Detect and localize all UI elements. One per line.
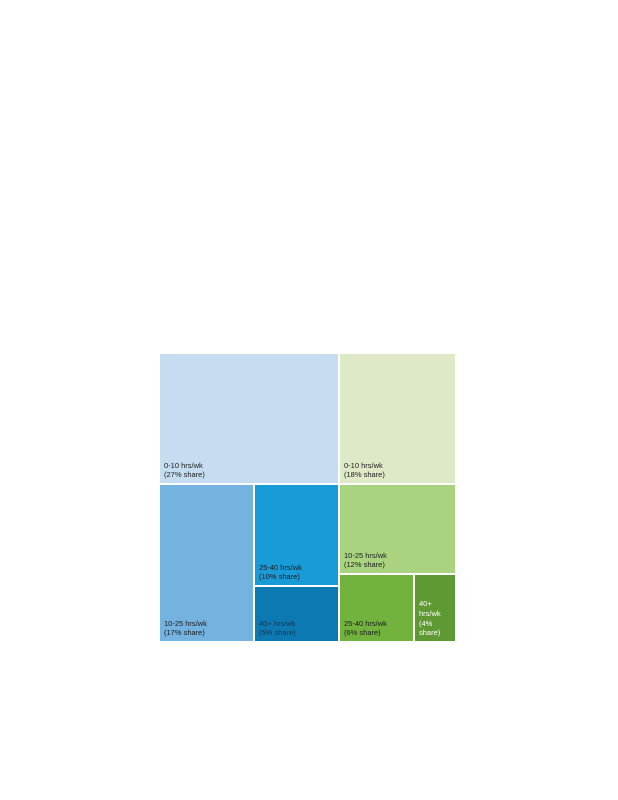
cell-share-label: (5% share): [259, 628, 296, 638]
cell-category-label: 40+ hrs/wk: [259, 618, 296, 628]
cell-label: [344, 551, 453, 571]
cell-label: [164, 461, 336, 481]
cell-share-label: (4% share): [419, 618, 441, 638]
cell-category-label: 25-40 hrs/wk: [259, 562, 302, 572]
cell-label: [259, 563, 336, 583]
cell-category-label: 0-10 hrs/wk: [164, 460, 203, 470]
cell-share-label: (27% share): [164, 470, 205, 480]
treemap-cell[interactable]: [340, 575, 413, 641]
treemap-cell[interactable]: [340, 485, 455, 573]
treemap-cell[interactable]: [160, 485, 253, 641]
cell-share-label: (18% share): [344, 470, 385, 480]
cell-share-label: (17% share): [164, 628, 205, 638]
cell-category-label: 25-40 hrs/wk: [344, 618, 387, 628]
treemap-chart: [160, 354, 455, 641]
cell-share-label: (10% share): [259, 572, 300, 582]
treemap-cell[interactable]: [340, 354, 455, 483]
cell-category-label: 10-25 hrs/wk: [164, 618, 207, 628]
treemap-cell[interactable]: [255, 485, 338, 585]
treemap-cell[interactable]: [415, 575, 455, 641]
cell-category-label: 40+ hrs/wk: [419, 599, 441, 618]
cell-category-label: 0-10 hrs/wk: [344, 460, 383, 470]
treemap-cell[interactable]: [160, 354, 338, 483]
cell-category-label: 10-25 hrs/wk: [344, 550, 387, 560]
cell-label: [164, 619, 251, 639]
cell-label: [419, 599, 453, 638]
cell-label: [344, 619, 411, 639]
cell-label: [344, 461, 453, 481]
cell-label: [259, 619, 336, 639]
treemap-cell[interactable]: [255, 587, 338, 641]
cell-share-label: (12% share): [344, 560, 385, 570]
cell-share-label: (6% share): [344, 628, 381, 638]
